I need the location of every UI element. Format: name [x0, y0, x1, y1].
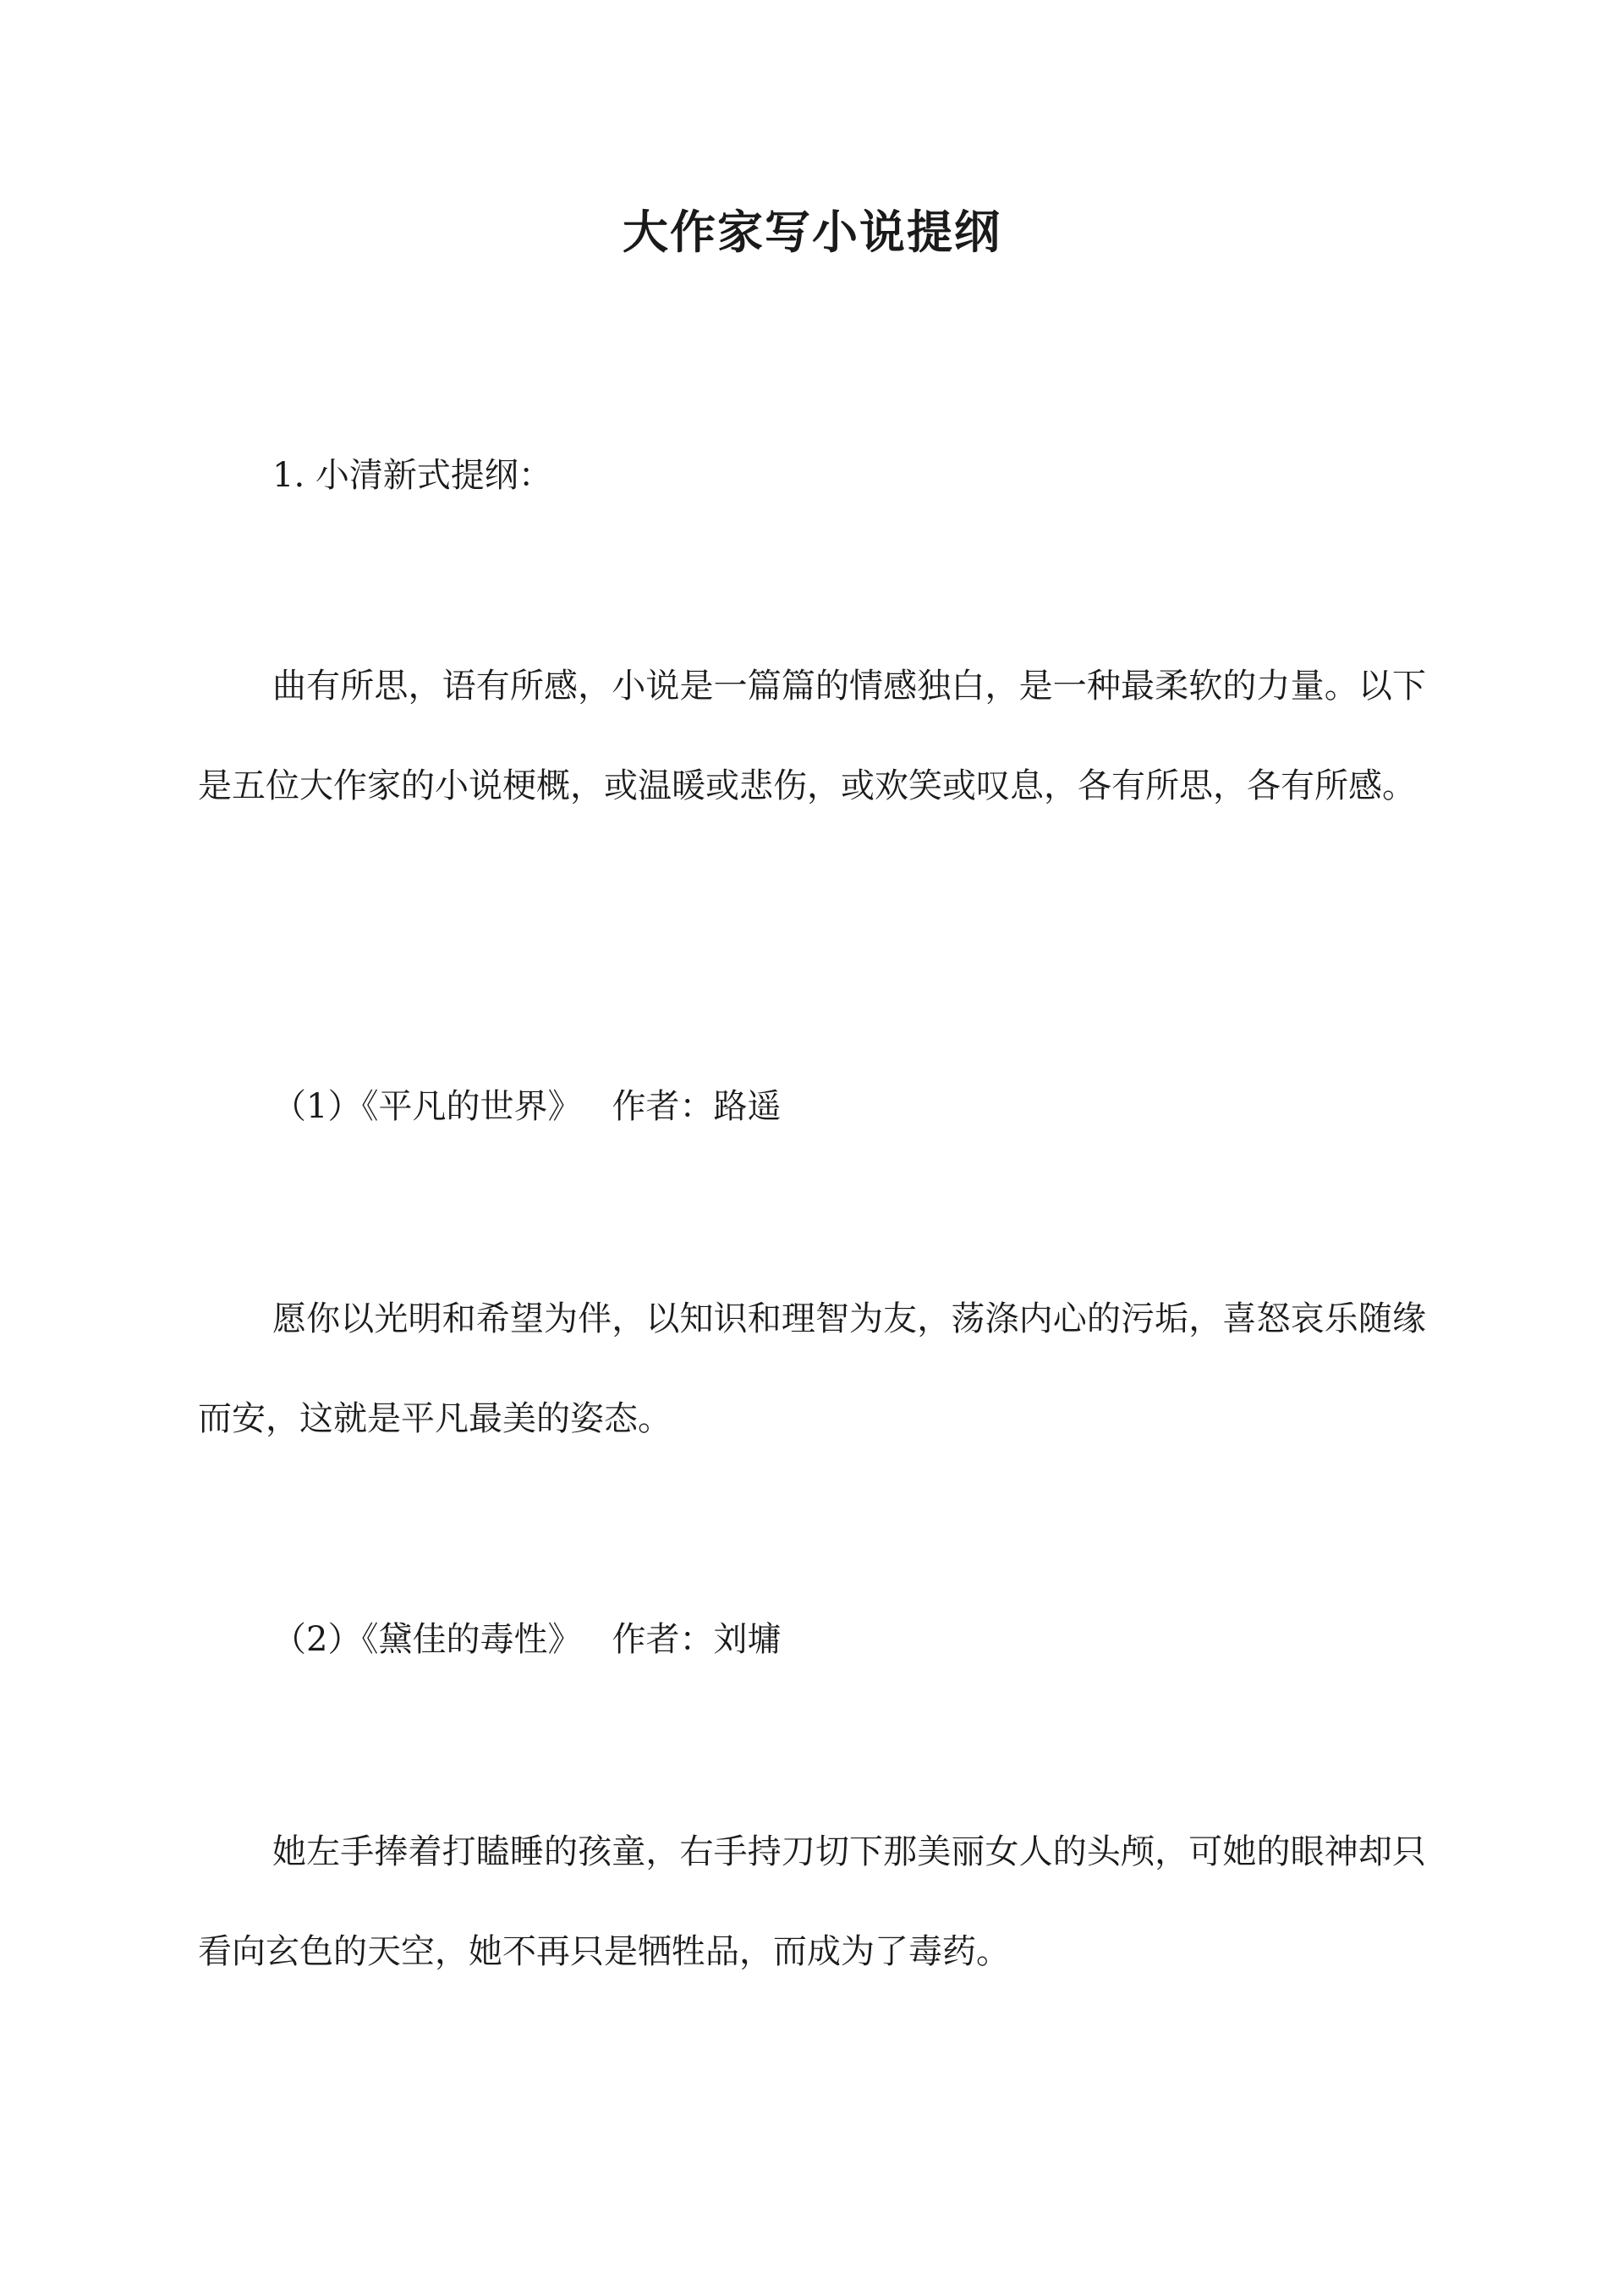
document-title: 大作家写小说提纲	[623, 205, 1001, 259]
entry-1-number: （1）	[272, 1087, 362, 1126]
entry-2-author: 作者：刘墉	[612, 1620, 782, 1659]
entry-1-book-title: 《平凡的世界》	[361, 1087, 582, 1126]
intro-paragraph: 曲有所思，语有所感，小说是一篇篇的情感独白，是一种最柔软的力量。以下是五位大作家的小说梗概，或温暖或悲伤，或欢笑或叹息，各有所思，各有所感。	[198, 667, 1426, 805]
entry-2-summary: 她左手捧着打瞌睡的孩童，右手持刀切下那美丽女人的头颅，可她的眼神却只看向玄色的天空，她不再只是牺牲品，而成为了毒药。	[198, 1832, 1426, 1971]
entry-1-author: 作者：路遥	[612, 1087, 782, 1126]
entry-2-number: （2）	[272, 1620, 362, 1659]
entry-1-summary: 愿你以光明和希望为伴，以知识和理智为友，荡涤内心的污垢，喜怒哀乐随缘而安，这就是平凡最美的姿态。	[198, 1299, 1426, 1438]
section-heading: 1. 小清新式提纲：	[272, 456, 552, 495]
entry-1-heading	[272, 1079, 781, 1128]
entry-2-heading	[272, 1612, 781, 1661]
entry-2-book-title: 《黛佳的毒性》	[361, 1620, 582, 1659]
